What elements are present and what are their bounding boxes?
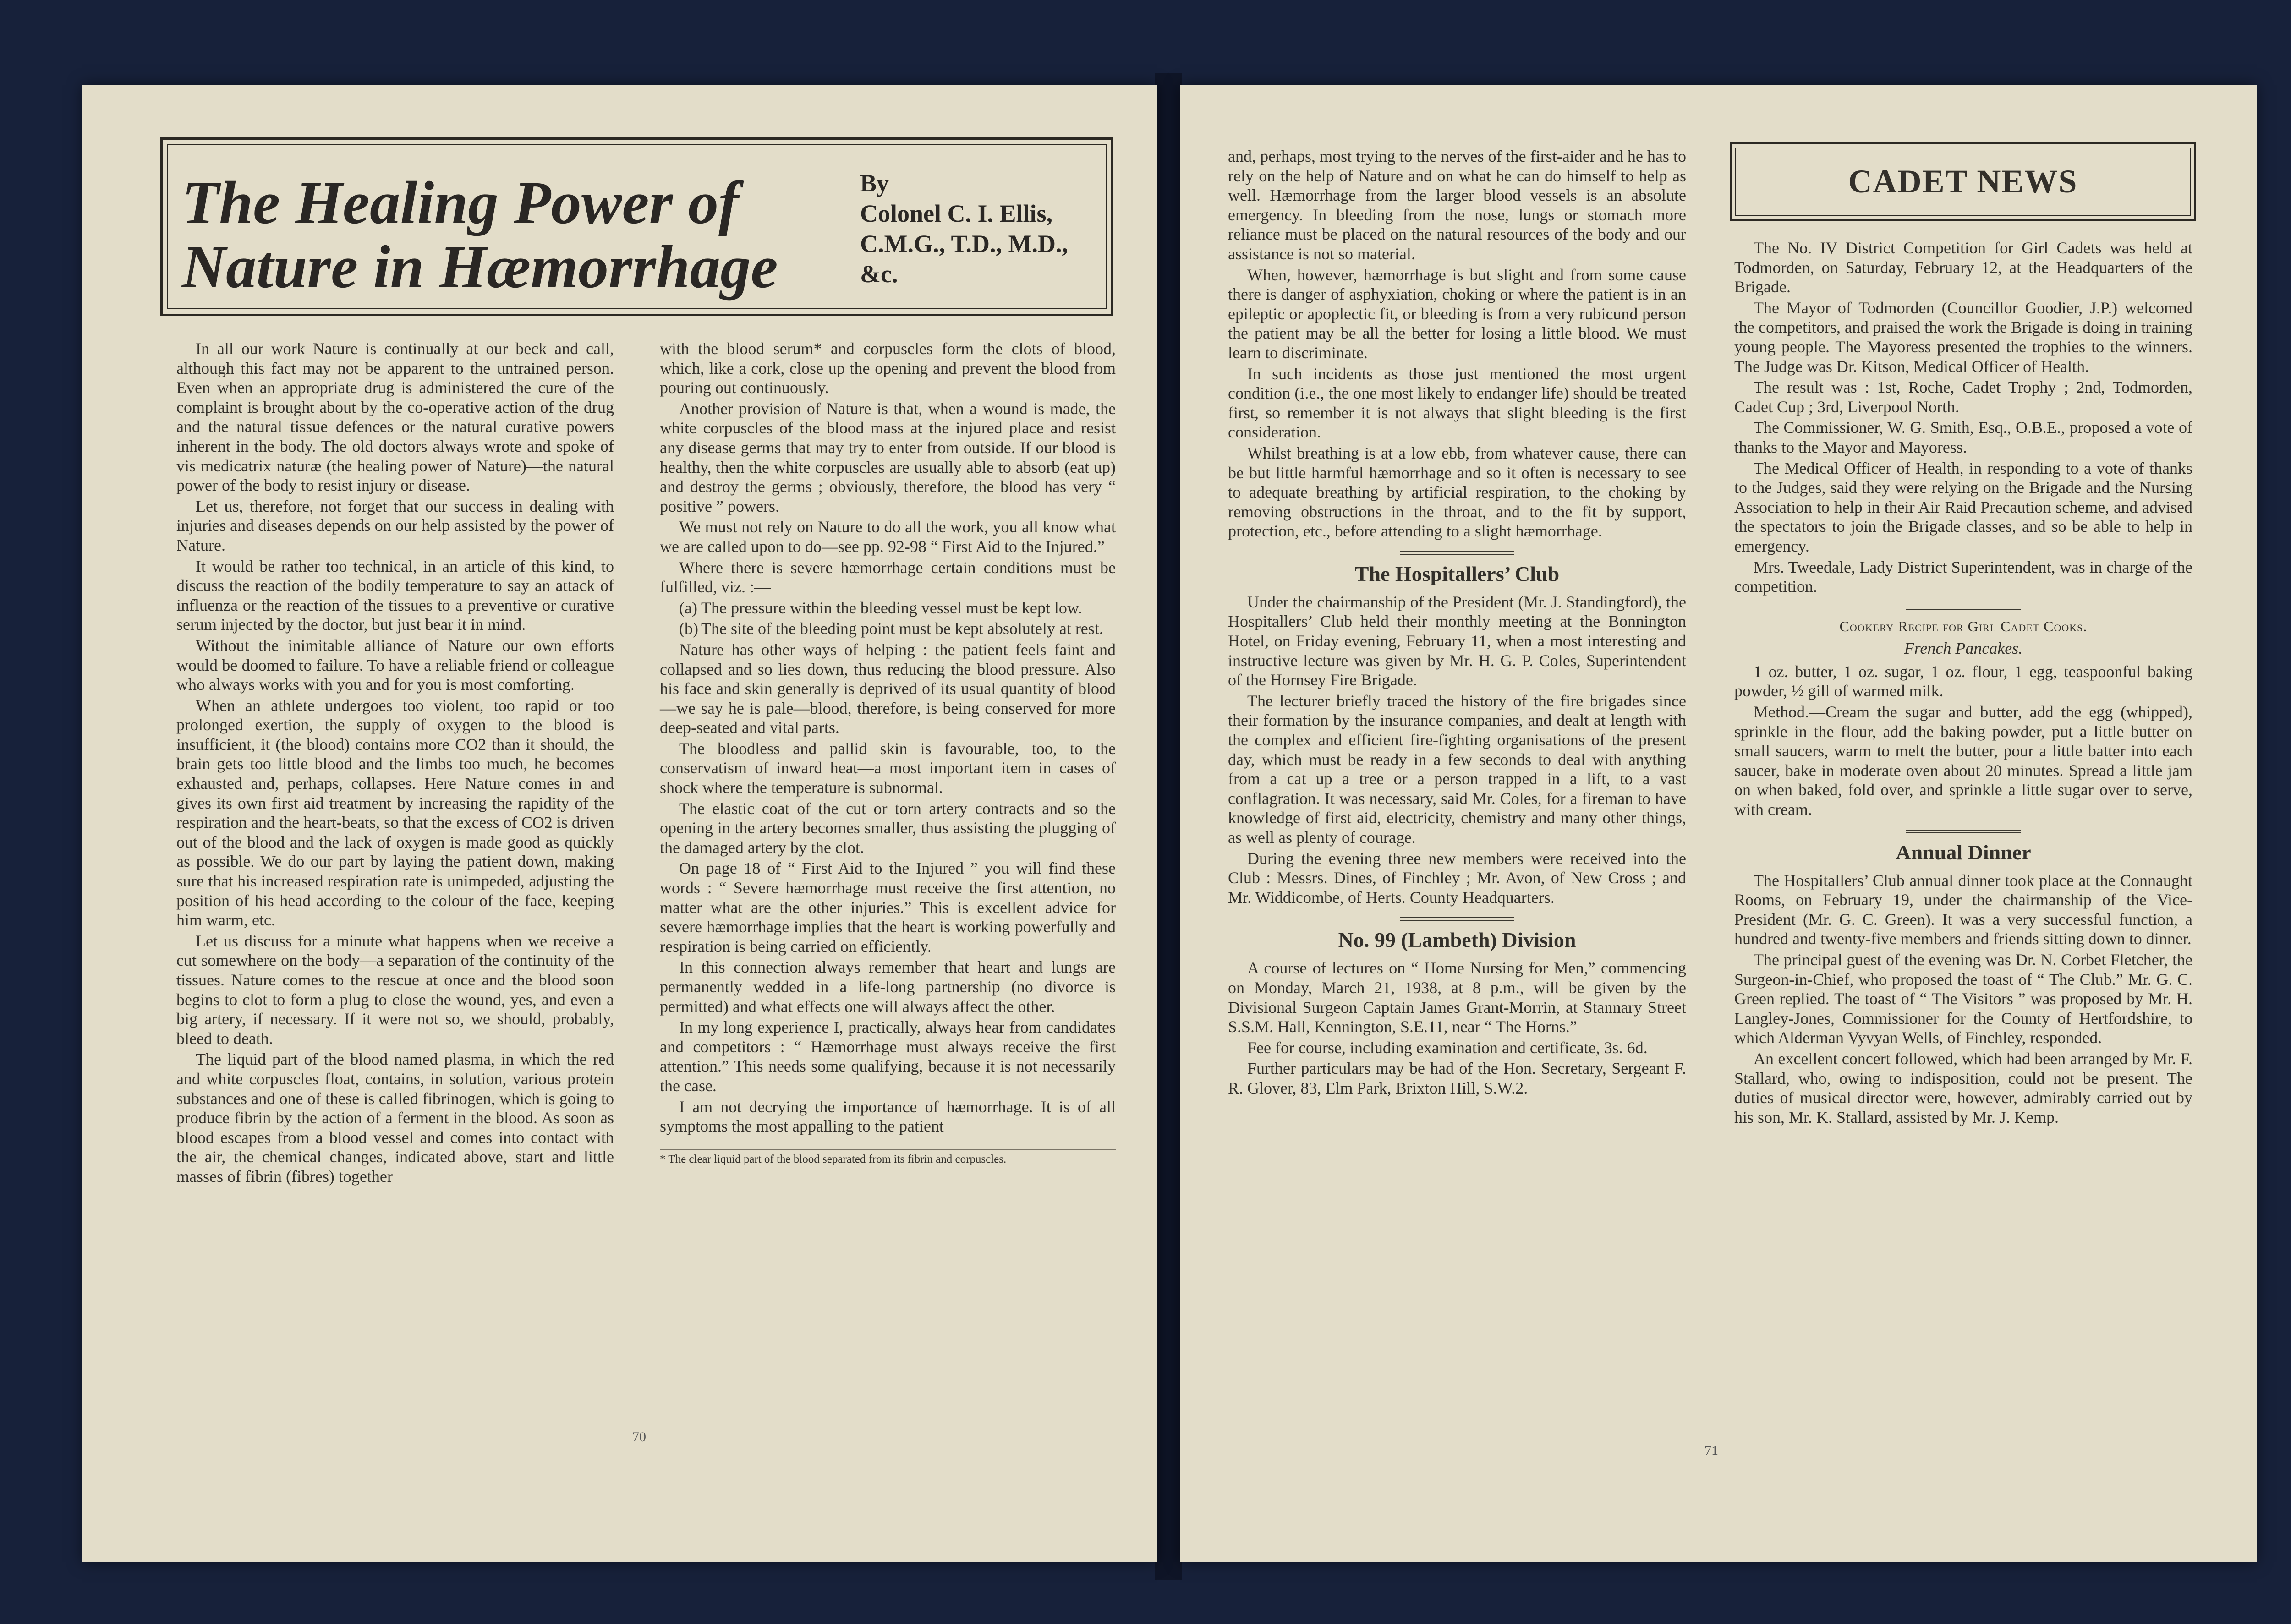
paragraph: I am not decrying the importance of hæmorrhage. It is of all symptoms the most appalling to the patient [660,1097,1116,1136]
page-number-left: 70 [632,1429,646,1444]
paragraph: In my long experience I, practically, always hear from candidates and competitors : “ Hæmorrhage must always receive the first attention.” This needs some qualifying, because it is not necessarily the case. [660,1018,1116,1095]
paragraph: Nature has other ways of helping : the patient feels faint and collapsed and so lies down, thus reducing the blood pressure. Also his face and skin generally is deprived of its usual quantity of blood —we say he is pale—blood, therefore, is being conserved for more deep-seated and vital parts. [660,640,1116,737]
paragraph: and, perhaps, most trying to the nerves of the first-aider and he has to rely on the help of Nature and on what he can do himself to help as well. Hæmorrhage from the larger blood vessels is an absolute emergency. In bleeding from the nose, lungs or stomach more reliance must be placed on the natural resources of the body and our assistance is not so material. [1228,147,1686,263]
paragraph: In such incidents as those just mentioned the most urgent condition (i.e., the one most likely to endanger life) should be treated first, so remember it is not always that slight bleeding is the first consideration. [1228,364,1686,442]
section-divider [1906,607,2021,610]
paragraph: The Mayor of Todmorden (Councillor Goodier, J.P.) welcomed the competitors, and praised the work the Brigade is doing in training young people. The Mayoress presented the trophies to the winners. The Judge was Dr. Kitson, Medical Officer of Health. [1734,298,2192,376]
article-title: The Healing Power of Nature in Hæmorrhage [182,169,778,301]
book-gutter [1155,73,1182,1580]
section-divider [1906,830,2021,833]
paragraph: 1 oz. butter, 1 oz. sugar, 1 oz. flour, 1 egg, teaspoonful baking powder, ½ gill of warmed milk. [1734,662,2192,700]
hospitallers-heading: The Hospitallers’ Club [1354,562,1560,585]
paragraph: Where there is severe hæmorrhage certain conditions must be fulfilled, viz. :— [660,558,1116,596]
recipe-heading: Cookery Recipe for Girl Cadet Cooks. [1839,618,2088,634]
paragraph: Let us discuss for a minute what happens when we receive a cut somewhere on the body—a separation of the continuity of the tissues. Nature comes to the rescue at once and the blood soon begins to clot to form a plug to close the wound, yes, and even a big artery, if necessary. If it were not so, we should, probably, bleed to death. [176,931,614,1048]
article-title-box [160,137,1113,316]
left-column-2 [660,339,1116,1166]
paragraph: Another provision of Nature is that, when a wound is made, the white corpuscles of the blood mass at the injured place and resist any disease germs that may try to enter from outside. If our blood is healthy, then the white corpuscles are usually able to absorb (eat up) and destroy the germs ; obviously, therefore, the blood has very “ positive ” powers. [660,399,1116,515]
footnote: * The clear liquid part of the blood separated from its fibrin and corpuscles. [660,1149,1116,1166]
paragraph: In this connection always remember that heart and lungs are permanently wedded in a life-long partnership (no divorce is permitted) and what effects one will always affect the other. [660,958,1116,1016]
paragraph: The lecturer briefly traced the history of the fire brigades since their formation by the insurance companies, and dealt at length with the complex and efficient fire-fighting organisations of the present day, which must be ready in a few seconds to deal with anything from a cat up a tree or a person trapped in a lift, to a vast conflagration. It was necessary, said Mr. Coles, for a fireman to have knowledge of first aid, electricity, chemistry and many other things, as well as plenty of courage. [1228,691,1686,847]
paragraph: Under the chairmanship of the President (Mr. J. Standingford), the Hospitallers’ Club held their monthly meeting at the Bonnington Hotel, on Friday evening, February 11, when a most interesting and instructive lecture was given by Mr. H. G. P. Coles, Superintendent of the Hornsey Fire Brigade. [1228,592,1686,689]
paragraph: Further particulars may be had of the Hon. Secretary, Sergeant F. R. Glover, 83, Elm Park, Brixton Hill, S.W.2. [1228,1059,1686,1097]
paragraph: The Commissioner, W. G. Smith, Esq., O.B.E., proposed a vote of thanks to the Mayor and Mayoress. [1734,418,2192,456]
paragraph: The Hospitallers’ Club annual dinner took place at the Connaught Rooms, on February 19, under the chairmanship of the Vice-President (Mr. G. C. Green). It was a very successful function, a hundred and twenty-five members and friends sitting down to dinner. [1734,871,2192,948]
paragraph: The principal guest of the evening was Dr. N. Corbet Fletcher, the Surgeon-in-Chief, who proposed the toast of “ The Club.” Mr. G. C. Green replied. The toast of “ The Visitors ” was proposed by Mr. H. Langley-Jones, Commissioner for the County of Hertfordshire, to which Alderman Vyvyan Wells, of Finchley, responded. [1734,951,2192,1047]
condition-b: (b) The site of the bleeding point must be kept absolutely at rest. [679,619,1103,638]
paragraph: Fee for course, including examination and certificate, 3s. 6d. [1247,1038,1648,1057]
paragraph: Let us, therefore, not forget that our success in dealing with injuries and diseases depends on our help assisted by the power of Nature. [176,497,614,554]
paragraph: On page 18 of “ First Aid to the Injured ” you will find these words : “ Severe hæmorrhage must receive the first attention, no matter what are the other injuries.” This is excellent advice for severe hæmorrhage implies that the heart is working powerfully and respiration is being carried on efficiently. [660,859,1116,956]
paragraph: An excellent concert followed, which had been arranged by Mr. F. Stallard, who, owing to indisposition, could not be present. The duties of musical director were, however, admirably carried out by his son, Mr. K. Stallard, assisted by Mr. J. Kemp. [1734,1049,2192,1126]
paragraph: During the evening three new members were received into the Club : Messrs. Dines, of Finchley ; Mr. Avon, of New Cross ; and Mr. Widdicombe, of Herts. County Headquarters. [1228,849,1686,907]
paragraph: We must not rely on Nature to do all the work, you all know what we are called upon to do—see pp. 92-98 “ First Aid to the Injured.” [660,518,1116,556]
article-byline: By Colonel C. I. Ellis, C.M.G., T.D., M.D., &c. [860,170,1068,288]
condition-a: (a) The pressure within the bleeding vessel must be kept low. [679,598,1082,617]
right-column-2 [1734,238,2192,1128]
recipe-name: French Pancakes. [1904,639,2023,658]
section-divider [1400,917,1514,921]
left-column-1 [176,339,614,1188]
paragraph: Whilst breathing is at a low ebb, from whatever cause, there can be but little harmful hæmorrhage and so it often is necessary to see to adequate breathing by artificial respiration, to the choking by removing obstructions in the throat, and to the fit by support, protection, etc., before attending to a slight hæmorrhage. [1228,443,1686,541]
paragraph: Without the inimitable alliance of Nature our own efforts would be doomed to failure. To have a reliable friend or colleague who always works with you and for you is most comforting. [176,636,614,694]
paragraph: In all our work Nature is continually at our beck and call, although this fact may not be apparent to the untrained person. Even when an appropriate drug is administered the cure of the complaint is brought about by the co-operative action of the drug and the natural tissue defences or the natural curative powers inherent in the body. The old doctors always wrote and spoke of vis medicatrix naturæ (the healing power of Nature)—the natural power of the body to resist injury or disease. [176,339,614,495]
annual-dinner-heading: Annual Dinner [1896,840,2031,864]
cadet-news-box [1730,142,2196,221]
paragraph: with the blood serum* and corpuscles form the clots of blood, which, like a cork, close up the opening and prevent the blood from pouring out continuously. [660,339,1116,397]
paragraph: It would be rather too technical, in an article of this kind, to discuss the reaction of the bodily temperature to say an attack of influenza or the reaction of the tissues to a preventive or curative serum injected by the doctor, but just bear it in mind. [176,557,614,634]
paragraph: The bloodless and pallid skin is favourable, too, to the conservatism of inward heat—a most important item in cases of shock where the temperature is subnormal. [660,739,1116,797]
paragraph: Mrs. Tweedale, Lady District Superintendent, was in charge of the competition. [1734,558,2192,596]
paragraph: The No. IV District Competition for Girl Cadets was held at Todmorden, on Saturday, February 12, at the Headquarters of the Brigade. [1734,239,2192,296]
paragraph: Method.—Cream the sugar and butter, add the egg (whipped), sprinkle in the flour, add the baking powder, put a little butter on small saucers, warm to melt the butter, pour a little batter into each saucer, bake in moderate oven about 20 minutes. Spread a little jam on when baked, fold over, and sprinkle a little sugar over to serve, with cream. [1734,703,2192,819]
paragraph: The Medical Officer of Health, in responding to a vote of thanks to the Judges, said they were relying on the Brigade and the Nursing Association to help in their Air Raid Precaution scheme, and advised the spectators to join the Brigade classes, and so be able to help in emergency. [1734,459,2192,555]
paragraph: When, however, hæmorrhage is but slight and from some cause there is danger of asphyxiation, choking or where the patient is in an epileptic or apoplectic fit, or bleeding is from a very rubicund person the patient may be all the better for losing a little blood. We must learn to discriminate. [1228,265,1686,362]
paragraph: A course of lectures on “ Home Nursing for Men,” commencing on Monday, March 21, 1938, at 8 p.m., will be given by the Divisional Surgeon Captain James Grant-Morrin, at Stannary Street S.S.M. Hall, Kennington, S.E.11, near “ The Horns.” [1228,959,1686,1036]
paragraph: The result was : 1st, Roche, Cadet Trophy ; 2nd, Todmorden, Cadet Cup ; 3rd, Liverpool North. [1734,378,2192,416]
right-column-1 [1228,147,1686,1099]
paragraph: When an athlete undergoes too violent, too rapid or too prolonged exertion, the supply of oxygen to the blood is insufficient, it (the blood) contains more CO2 than it should, the brain gets too little blood and the limbs too much, he becomes exhausted and, perhaps, collapses. Here Nature comes in and gives its own first aid treatment by increasing the rapidity of the respiration and the heart-beats, so that the excess of CO2 is driven out of the blood and the lack of oxygen is made good as quickly as possible. We do our part by laying the patient down, making sure that his increased respiration rate is unimpeded, adjusting the position of his head according to the colour of the face, keeping him warm, etc. [176,696,614,930]
page-number-right: 71 [1705,1443,1718,1458]
paragraph: The liquid part of the blood named plasma, in which the red and white corpuscles float, contains, in solution, various protein substances and one of these is called fibrinogen, which is going to produce fibrin by the action of a ferment in the blood. As soon as blood escapes from a blood vessel and comes into contact with the air, the chemical changes, indicated above, start and little masses of fibrin (fibres) together [176,1050,614,1186]
cadet-news-title: CADET NEWS [1848,163,2078,200]
paragraph: The elastic coat of the cut or torn artery contracts and so the opening in the artery becomes smaller, thus assisting the plugging of the damaged artery by the clot. [660,799,1116,857]
lambeth-heading: No. 99 (Lambeth) Division [1338,928,1576,952]
section-divider [1400,551,1514,555]
